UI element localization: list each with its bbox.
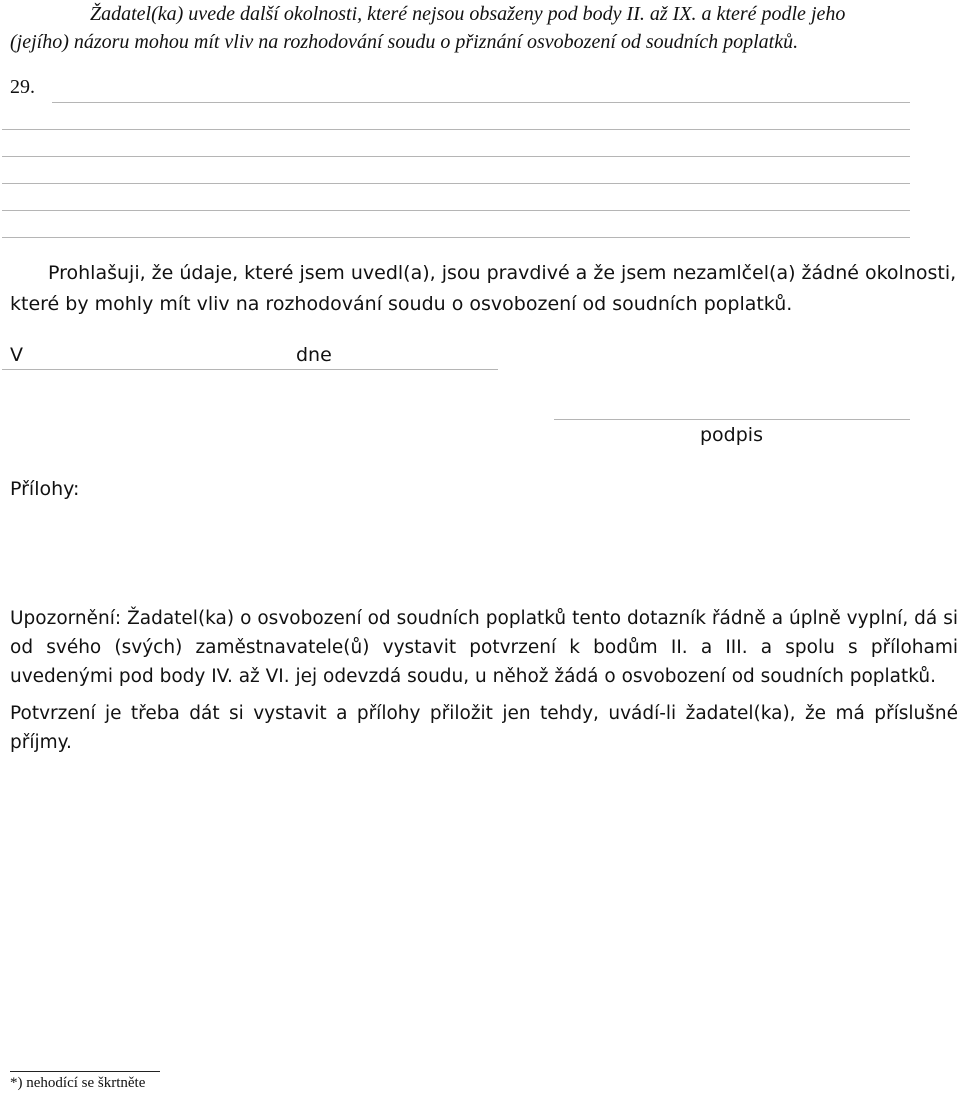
- answer-line-5[interactable]: [2, 210, 910, 211]
- place-label: V: [10, 344, 23, 366]
- answer-line-3[interactable]: [2, 156, 910, 157]
- place-date-line[interactable]: [2, 369, 498, 370]
- warning-paragraph-2: Potvrzení je třeba dát si vystavit a přílohy přiložit jen tehdy, uvádí-li žadatel(ka), že má příslušné příjmy.: [10, 703, 958, 753]
- answer-line-1[interactable]: [52, 102, 910, 103]
- attachments-label: Přílohy:: [10, 478, 80, 500]
- footnote: *) nehodící se škrtněte: [10, 1075, 146, 1091]
- declaration-line-1: Prohlašuji, že údaje, které jsem uvedl(a), jsou pravdivé a že jsem nezamlčel(a) žádné okolnosti,: [48, 262, 957, 284]
- signature-line[interactable]: [554, 419, 910, 420]
- answer-line-6[interactable]: [2, 237, 910, 238]
- intro-text: [10, 0, 930, 56]
- declaration-text: [10, 258, 960, 320]
- date-label: dne: [296, 344, 332, 366]
- warning-paragraph-1: Upozornění: Žadatel(ka) o osvobození od soudních poplatků tento dotazník řádně a úplně vyplní, dá si od svého (svých) zaměstnavatele(ů) vystavit potvrzení k bodům II. a III. a spolu s přílohami uvedenými pod body IV. až VI. jej odevzdá soudu, u něhož žádá o osvobození od soudních poplatků.: [10, 608, 958, 687]
- intro-line-2: (jejího) názoru mohou mít vliv na rozhodování soudu o přiznání osvobození od soudních poplatků.: [10, 31, 799, 53]
- warning-note: [10, 604, 958, 765]
- item-number: 29.: [10, 76, 35, 98]
- answer-line-2[interactable]: [2, 129, 910, 130]
- footnote-divider: [10, 1071, 160, 1072]
- declaration-line-2: které by mohly mít vliv na rozhodování soudu o osvobození od soudních poplatků.: [10, 293, 793, 315]
- intro-line-1: Žadatel(ka) uvede další okolnosti, které nejsou obsaženy pod body II. až IX. a které podle jeho: [90, 3, 846, 25]
- answer-line-4[interactable]: [2, 183, 910, 184]
- signature-label: podpis: [700, 424, 763, 446]
